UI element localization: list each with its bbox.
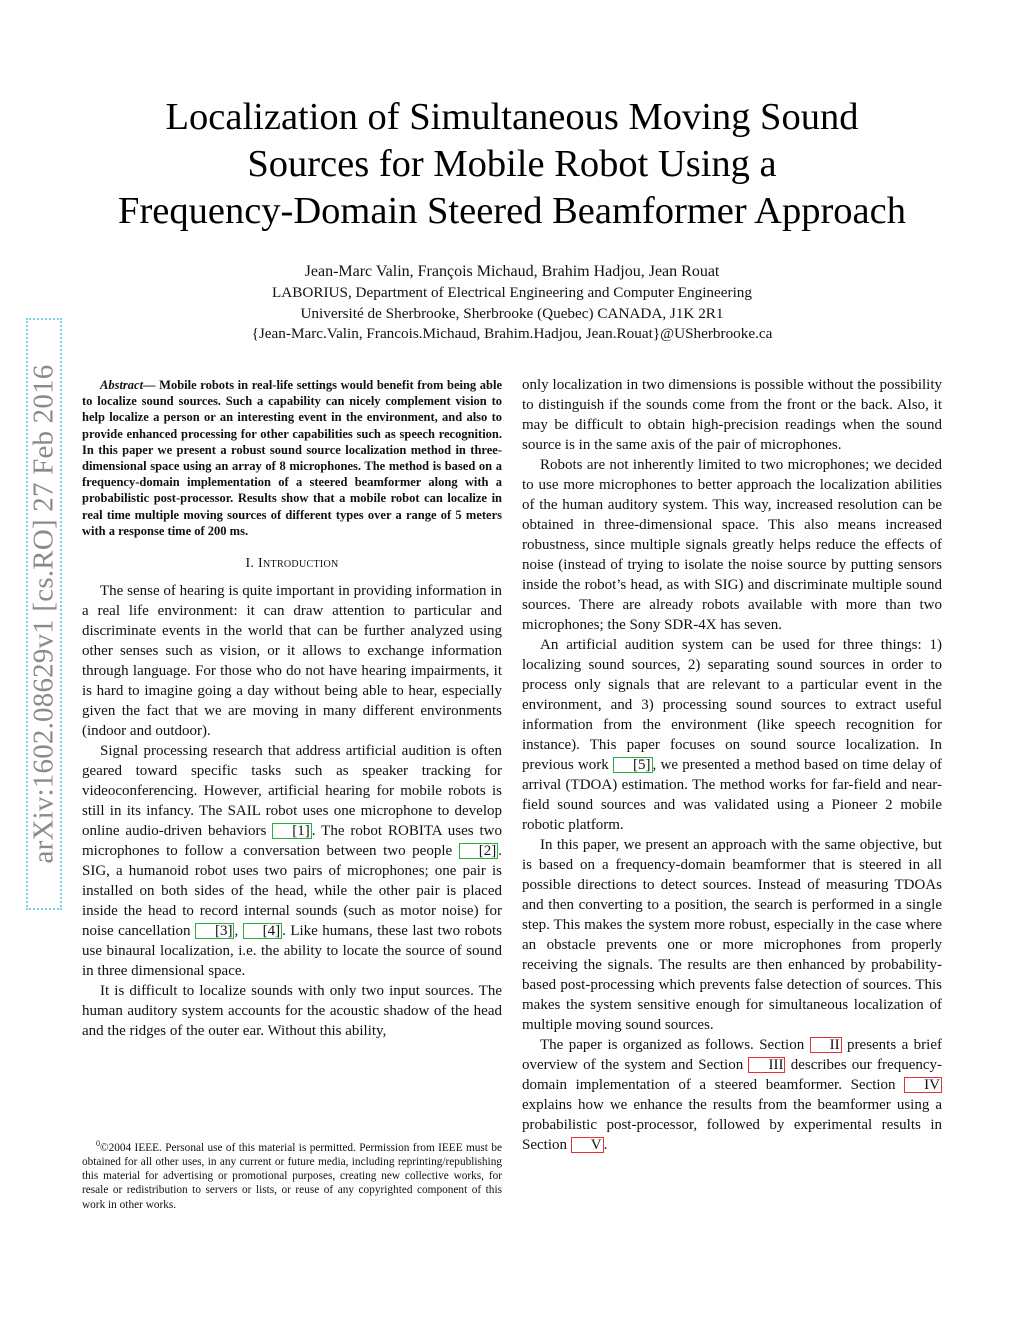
author-block	[100, 261, 924, 345]
author-emails: {Jean-Marc.Valin, Francois.Michaud, Brahim.Hadjou, Jean.Rouat}@USherbrooke.ca	[251, 325, 773, 342]
right-paragraph-1: only localization in two dimensions is possible without the possibility to distinguish if the sounds come from the front or the back. Also, it may be difficult to obtain high-precision readings when the sound source is in the same axis of the pair of microphones.	[522, 377, 942, 453]
author-names: Jean-Marc Valin, François Michaud, Brahim Hadjou, Jean Rouat	[304, 263, 720, 280]
title-line: Frequency-Domain Steered Beamformer Approach	[118, 190, 906, 232]
section-link[interactable]: III	[748, 1057, 785, 1073]
intro-paragraph-2: Signal processing research that address artificial audition is often geared toward specific tasks such as speaker tracking for videoconferencing. However, artificial hearing for mobile robots is still in its infancy. The SAIL robot uses one microphone to develop online audio-driven behaviors [1] . The robot ROBITA uses two microphones to follow a conversation between two people [2] . SIG, a humanoid robot uses two pairs of microphones; one pair is installed on both sides of the head, while the other pair is placed inside the head to record internal sounds (such as motor noise) for noise cancellation [3] , [4] . Like humans, these last two robots use binaural localization, i.e. the ability to locate the source of sound in three dimensional space.	[82, 743, 502, 980]
footnote-mark: 0	[96, 1139, 100, 1148]
section-title: Introduction	[258, 556, 339, 572]
intro-paragraph-1: The sense of hearing is quite important in providing information in a real life environment: it can draw attention to particular and discriminate events in the world that can be further analyzed using other senses such as vision, or it allows to exchange information through language. For those who do not have hearing impairments, it is hard to imagine going a day without being able to hear, especially given the fact that we are moving in many different environments (indoor and outdoor).	[82, 583, 502, 740]
section-heading-introduction	[82, 555, 502, 573]
section-link[interactable]: V	[571, 1137, 604, 1153]
abstract-text: Mobile robots in real-life settings would benefit from being able to localize sound sources. Such a capability can nicely complement vision to help localize a person or an interesting event in the environment, and also to provide enhanced processing for other capabilities such as speech recognition. In this paper we present a robust sound source localization method in three-dimensional space using an array of 8 microphones. The method is based on a frequency-domain implementation of a steered beamformer along with a probabilistic post-processor. Results show that a mobile robot can localize in real time multiple moving sources of different types over a range of 5 meters with a response time of 200 ms.	[82, 378, 502, 538]
intro-paragraph-3: It is difficult to localize sounds with only two input sources. The human auditory system accounts for the acoustic shadow of the head and the ridges of the outer ear. Without this ability,	[82, 983, 502, 1040]
title-line: Sources for Mobile Robot Using a	[247, 143, 777, 185]
left-column	[82, 375, 502, 1041]
copyright-footnote	[82, 1137, 502, 1212]
section-link[interactable]: IV	[904, 1077, 942, 1093]
section-number: I.	[245, 556, 255, 572]
citation-link[interactable]: [5]	[613, 757, 653, 773]
right-paragraph-4: In this paper, we present an approach with the same objective, but is based on a frequency-domain beamformer that is steered in all possible directions to detect sources. Instead of measuring TDOAs and then converting to a position, the search is performed in a single step. This makes the system more robust, especially in the case where an obstacle prevents one or more microphones from properly receiving the signals. The results are then enhanced by probability-based post-processing which prevents false detection of sources. This makes the system sensitive enough for simultaneous localization of multiple moving sound sources.	[522, 837, 942, 1033]
citation-link[interactable]: [3]	[195, 923, 235, 939]
right-paragraph-3: An artificial audition system can be used for three things: 1) localizing sound sources, 2) separating sound sources in order to process only signals that are relevant to a particular event in the environment, and 3) processing sound sources to extract useful information from the environment (like speech recognition for instance). This paper focuses on sound source localization. In previous work [5] , we presented a method based on time delay of arrival (TDOA) estimation. The method works for far-field and near-field sound sources and was validated using a Pioneer 2 mobile robotic platform.	[522, 637, 942, 833]
arxiv-id: arXiv:1602.08629v1 [cs.RO] 27 Feb 2016	[27, 364, 60, 864]
abstract-label: Abstract—	[100, 378, 156, 392]
right-paragraph-5: The paper is organized as follows. Section II presents a brief overview of the system and Section III describes our frequency-domain implementation of a steered beamformer. Section IV explains how we enhance the results from the beamformer using a probabilistic post-processor, followed by experimental results in Section V .	[522, 1037, 943, 1153]
section-link[interactable]: II	[810, 1037, 842, 1053]
arxiv-stamp	[26, 318, 62, 910]
footnote-text: ©2004 IEEE. Personal use of this material is permitted. Permission from IEEE must be obtained for all other uses, in any current or future media, including reprinting/republishing this material for advertising or promotional purposes, creating new collective works, for resale or redistribution to servers or lists, or reuse of any copyrighted component of this work in other works.	[82, 1141, 502, 1211]
author-affiliation-university: Université de Sherbrooke, Sherbrooke (Quebec) CANADA, J1K 2R1	[300, 304, 724, 322]
citation-link[interactable]: [1]	[272, 823, 312, 839]
abstract	[82, 377, 502, 539]
right-column	[522, 375, 942, 1155]
paper-title	[60, 94, 964, 235]
title-line: Localization of Simultaneous Moving Sound	[165, 96, 859, 138]
author-affiliation-lab: LABORIUS, Department of Electrical Engineering and Computer Engineering	[272, 284, 752, 301]
right-paragraph-2: Robots are not inherently limited to two microphones; we decided to use more microphones to better approach the localization abilities of the human auditory system. This way, increased resolution can be obtained in three-dimensional space. This also means increased robustness, since multiple signals greatly helps reduce the effects of noise (instead of trying to isolate the noise source by putting sensors inside the robot’s head, as with SIG) and discriminate multiple sound sources. There are already robots available with more than two microphones; the Sony SDR-4X has seven.	[522, 457, 942, 633]
citation-link[interactable]: [2]	[459, 843, 499, 859]
citation-link[interactable]: [4]	[243, 923, 283, 939]
